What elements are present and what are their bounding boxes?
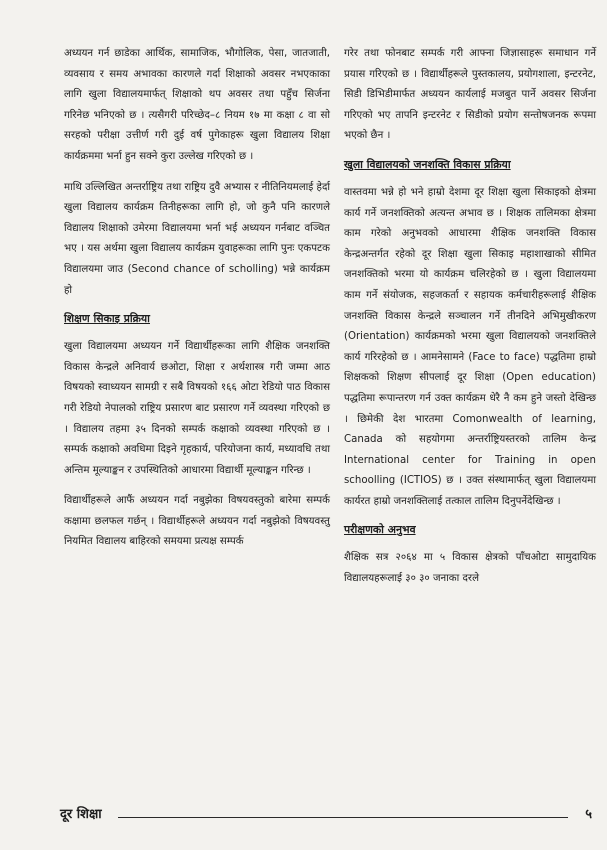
paragraph: खुला विद्यालयमा अध्ययन गर्ने विद्यार्थीहरूका लागि शैक्षिक जनशक्ति विकास केन्द्रले अनिवार्य छओटा, शिक्षा र अर्थशास्त्र गरी जम्मा आठ विषयको स्वाध्ययन सामग्री र सबै विषयको १६६ ओटा रेडियो पाठ विकास गरी रेडियो नेपालको राष्ट्रिय प्रसारण बाट प्रसारण गर्ने व्यवस्था गरिएको छ । विद्यालय तहमा ३५ दिनको सम्पर्क कक्षाको व्यवस्था गरिएको छ । सम्पर्क कक्षाको अवधिमा दिइने गृहकार्य, परियोजना कार्य, मध्यावधि तथा अन्तिम मूल्याङ्कन र उपस्थितिको आधारमा विद्यार्थी मूल्याङ्कन गरिन्छ । — [64, 341, 330, 476]
paragraph: गरेर तथा फोनबाट सम्पर्क गरी आफ्ना जिज्ञासाहरू समाधान गर्ने प्रयास गरिएको छ । विद्यार्थीहरूले पुस्तकालय, प्रयोगशाला, इन्टरनेट, सिडी डिभिडीमार्फत अध्ययन कार्यलाई मजबुत पार्ने अवसर सिर्जना गरिएको भए तापनि इन्टरनेट र सिडीको प्रयोग सन्तोषजनक रूपमा भएको छैन । — [344, 48, 596, 142]
paragraph: शैक्षिक सत्र २०६४ मा ५ विकास क्षेत्रको पाँचओटा सामुदायिक विद्यालयहरूलाई ३० ३० जनाका दरले — [344, 552, 596, 585]
section-heading: खुला विद्यालयको जनशक्ति विकास प्रक्रिया — [344, 157, 511, 171]
paragraph: माथि उल्लिखित अन्तर्राष्ट्रिय तथा राष्ट्रिय दुवै अभ्यास र नीतिनियमलाई हेर्दा खुला विद्यालय कार्यक्रम तिनीहरूका लागि हो, जो कुनै पनि कारणले विद्यालय शिक्षाको उमेरमा विद्यालयमा भर्ना भई अध्ययन गर्नबाट वञ्चित भए । यस अर्थमा खुला विद्यालय कार्यक्रम युवाहरूका लागि पुनः एकपटक विद्यालयमा जाउ (Second chance of scholling) भन्ने कार्यक्रम हो — [64, 181, 330, 296]
section-heading: परीक्षणको अनुभव — [344, 523, 416, 537]
page-number: ५ — [585, 807, 592, 822]
footer-rule — [118, 817, 568, 818]
page-footer — [60, 805, 592, 825]
left-column — [64, 44, 330, 563]
right-column — [344, 44, 596, 600]
footer-title: दूर शिक्षा — [60, 807, 102, 822]
section-heading: शिक्षण सिकाइ प्रक्रिया — [64, 312, 150, 326]
paragraph: अध्ययन गर्न छाडेका आर्थिक, सामाजिक, भौगोलिक, पेसा, जातजाती, व्यवसाय र समय अभावका कारणले गर्दा शिक्षाको अवसर नभएकाका लागि खुला विद्यालयमार्फत् शिक्षाको थप अवसर तथा पहुँच सिर्जना गरिनेछ भनिएको छ । त्यसैगरी परिच्छेद–८ नियम १७ मा कक्षा ८ वा सो सरहको परीक्षा उत्तीर्ण गरी दुई वर्ष पुगेकाहरू खुला विद्यालय शिक्षा कार्यक्रममा भर्ना हुन सक्ने कुरा उल्लेख गरिएको छ । — [64, 48, 330, 162]
paragraph: विद्यार्थीहरूले आफैं अध्ययन गर्दा नबुझेका विषयवस्तुको बारेमा सम्पर्क कक्षामा छलफल गर्छन् । विद्यार्थीहरूले अध्ययन गर्दा नबुझेको विषयवस्तु नियमित विद्यालय बाहिरको समयमा प्रत्यक्ष सम्पर्क — [64, 495, 330, 548]
paragraph: वास्तवमा भन्ने हो भने हाम्रो देशमा दूर शिक्षा खुला सिकाइको क्षेत्रमा कार्य गर्ने जनशक्तिको अत्यन्त अभाव छ । शिक्षक तालिमका क्षेत्रमा काम गरेको अनुभवको आधारमा शैक्षिक जनशक्ति विकास केन्द्रअन्तर्गत रहेको दूर शिक्षा खुला सिकाइ महाशाखाको सीमित जनशक्तिको भरमा यो कार्यक्रम चलिरहेको छ । खुला विद्यालयमा काम गर्ने संयोजक, सहजकर्ता र सहायक कर्मचारीहरूलाई शैक्षिक जनशक्ति विकास केन्द्रले सञ्चालन गर्ने तीनदिने अभिमुखीकरण (Orientation) कार्यक्रमको भरमा खुला विद्यालयको जनशक्तिले कार्य गरिरहेको छ । आमनेसामने (Face to face) पद्धतिमा हाम्रो शिक्षकको शिक्षण सीपलाई दूर शिक्षा (Open education) पद्धतिमा रूपान्तरण गर्न उक्त कार्यक्रम धेरै नै कम हुने जस्तो देखिन्छ । छिमेकी देश भारतमा Comonwealth of learning, Canada को सहयोगमा अन्तर्राष्ट्रियस्तरको तालिम केन्द्र International center for Training in open schoolling (ICTIOS) छ । उक्त संस्थामार्फत् खुला विद्यालयमा कार्यरत हाम्रो जनशक्तिलाई तत्काल तालिम दिनुपर्नेदेखिन्छ । — [344, 186, 596, 507]
